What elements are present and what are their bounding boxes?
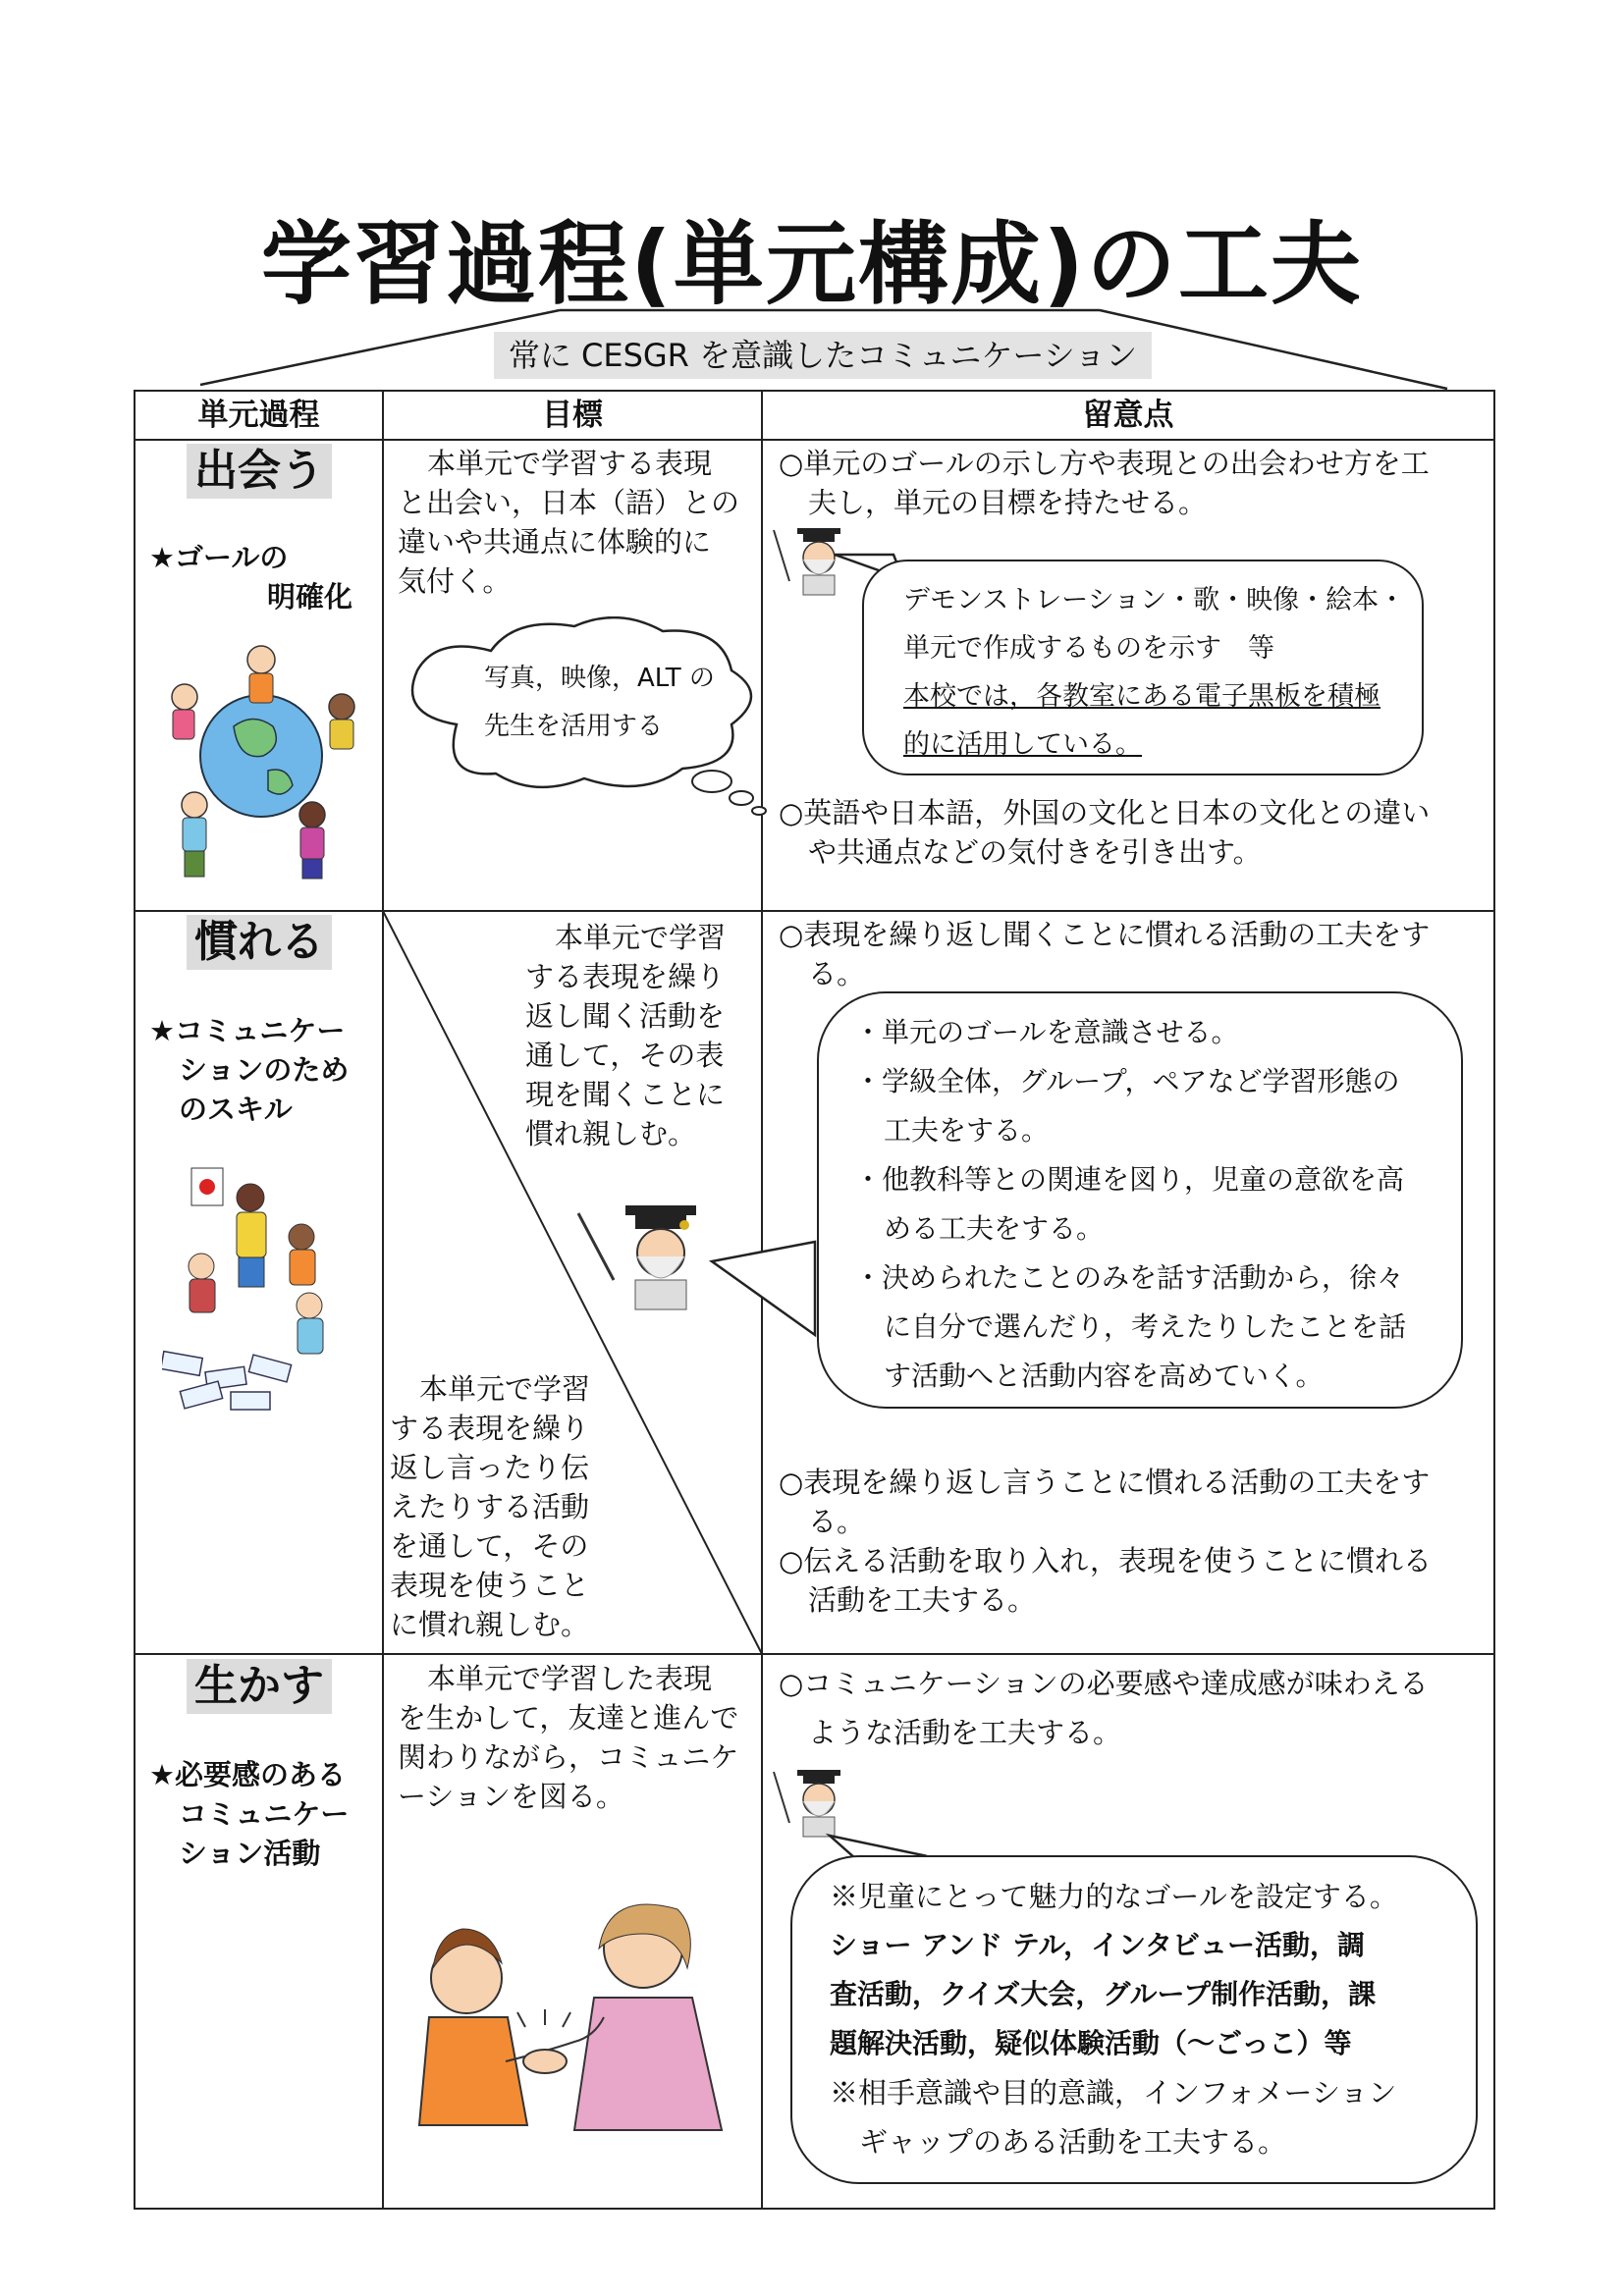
apply-bubble-text: ※児童にとって魅力的なゴールを設定する。 ショー アンド テル，インタビュー活動，調 査活動，クイズ大会，グループ制作活動，課 題解決活動，疑似体験活動（～ごっこ）等 ※相手意識や目的意識，インフォメーション ギャップのある活動を工夫する。 xyxy=(830,1880,1398,2159)
meet-note-2: ○英語や日本語，外国の文化と日本の文化との違い や共通点などの気付きを引き出す。 xyxy=(779,796,1431,869)
header-process: 単元過程 xyxy=(197,398,320,433)
meet-goal-text: 本単元で学習する表現 と出会い，日本（語）との 違いや共通点に体験的に 気付く。 xyxy=(398,447,740,598)
accustom-note-1: ○表現を繰り返し聞くことに慣れる活動の工夫をす る。 xyxy=(779,918,1431,990)
meet-note-1: ○単元のゴールの示し方や表現との出会わせ方を工 夫し，単元の目標を持たせる。 xyxy=(779,447,1430,519)
header-notes: 留意点 xyxy=(1082,398,1174,433)
accustom-speak-text: 本単元で学習 する表現を繰り 返し言ったり伝 えたりする活動 を通して，その 表現を使うこと に慣れ親しむ。 xyxy=(390,1372,591,1641)
accustom-note-3: ○伝える活動を取り入れ，表現を使うことに慣れる 活動を工夫する。 xyxy=(779,1544,1433,1617)
meet-star-line2: 明確化 xyxy=(267,580,353,614)
stage-meet: 出会う xyxy=(187,444,332,499)
professor-icon-large xyxy=(574,1196,712,1313)
accustom-star-text: ★コミュニケー ションのため のスキル xyxy=(149,1014,350,1126)
accustom-bubble-text: ・単元のゴールを意識させる。 ・学級全体，グループ，ペアなど学習形態の 工夫をする。 ・他教科等との関連を図り，児童の意欲を高 める工夫をする。 ・決められたことのみを話す活動から，徐々 に自分で選んだり，考えたりしたことを話 す活動へと活動内容を高めていく。 xyxy=(854,1016,1407,1392)
stage-apply: 生かす xyxy=(187,1659,332,1714)
bubble-tail-accustom xyxy=(707,1232,825,1350)
subtitle-banner: 常に CESGR を意識したコミュニケーション xyxy=(494,332,1152,379)
handshake-illustration xyxy=(398,1890,746,2135)
cloud-text: 写真，映像，ALT の 先生を活用する xyxy=(484,664,715,741)
apply-note-1: ○コミュニケーションの必要感や達成感が味わえる ような活動を工夫する。 xyxy=(779,1667,1429,1749)
apply-goal-text: 本単元で学習した表現 を生かして，友達と進んで 関わりながら，コミュニケ ーションを図る。 xyxy=(398,1662,739,1813)
globe-children-illustration xyxy=(155,638,366,883)
meet-bubble-text: デモンストレーション・歌・映像・絵本・ 単元で作成するものを示す 等 本校では，各教室にある電子黒板を積極 的に活用している。 xyxy=(903,585,1406,760)
header-goal: 目標 xyxy=(542,398,603,433)
meet-star-line1: ★ゴールの xyxy=(149,541,289,574)
accustom-note-2: ○表現を繰り返し言うことに慣れる活動の工夫をす る。 xyxy=(779,1466,1431,1538)
accustom-listen-text: 本単元で学習 する表現を繰り 返し聞く活動を 通して，その表 現を聞くことに 慣れ親しむ。 xyxy=(525,921,727,1150)
children-cards-illustration xyxy=(162,1158,373,1414)
apply-star-text: ★必要感のある コミュニケー ション活動 xyxy=(149,1758,350,1870)
stage-accustom: 慣れる xyxy=(187,915,332,970)
page-title: 学習過程(単元構成)の工夫 xyxy=(260,212,1364,317)
